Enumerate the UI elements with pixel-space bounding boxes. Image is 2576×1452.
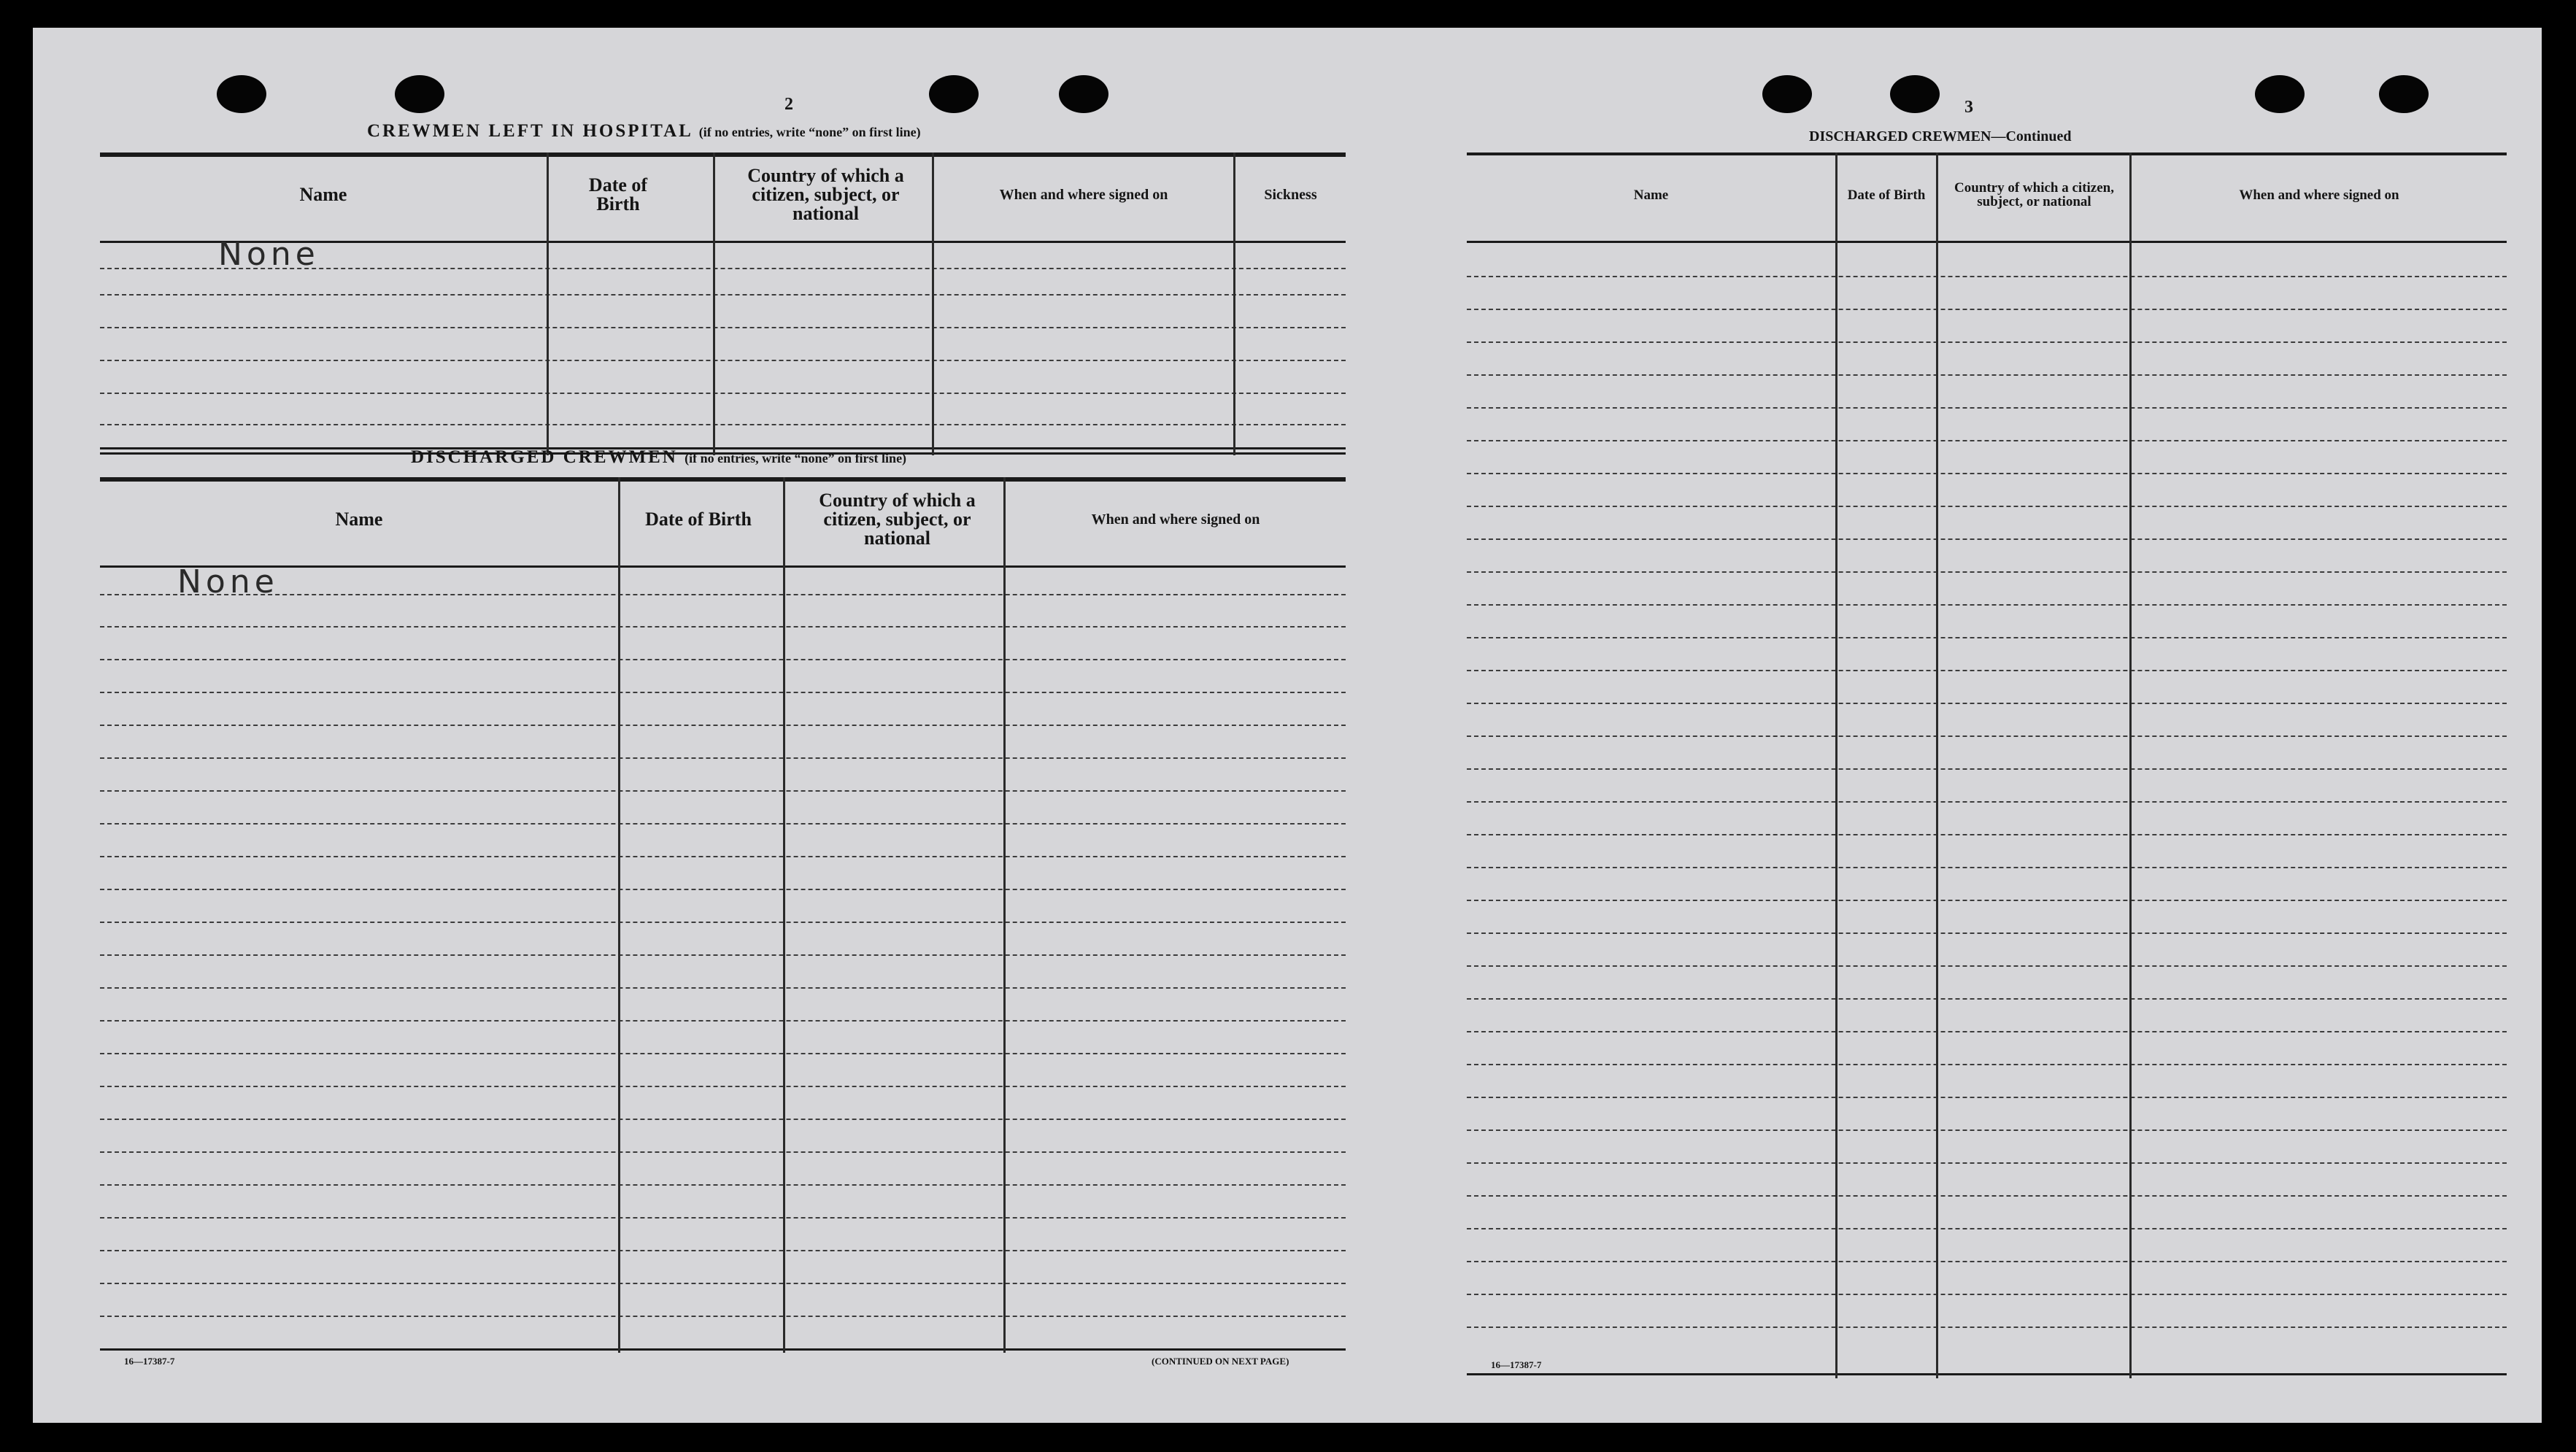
punch-hole <box>2255 75 2305 113</box>
punch-hole <box>929 75 979 113</box>
discharged-col-name: Name <box>335 509 383 530</box>
hospital-col-sickness: Sickness <box>1264 187 1317 203</box>
discharged-section-title <box>411 447 906 468</box>
discharged-table <box>100 477 1346 1375</box>
punch-hole <box>395 75 444 113</box>
discharged-entry-none: None <box>177 563 279 601</box>
hospital-col-dob: Date of Birth <box>588 174 648 215</box>
hospital-entry-none: None <box>218 236 320 273</box>
discharged-continued-title: DISCHARGED CREWMEN—Continued <box>1809 128 2072 144</box>
continued-note: (CONTINUED ON NEXT PAGE) <box>1152 1356 1289 1367</box>
discharged-title-note: (if no entries, write “none” on first line) <box>685 451 907 466</box>
continued-col-country: Country of which a citizen, subject, or national <box>1954 180 2114 209</box>
discharged-title-text: DISCHARGED CREWMEN <box>411 447 678 467</box>
page-number-right: 3 <box>1964 98 1973 117</box>
discharged-col-country: Country of which a citizen, subject, or national <box>819 490 976 549</box>
hospital-title-note: (if no entries, write “none” on first line) <box>698 125 921 139</box>
punch-hole <box>1762 75 1812 113</box>
form-number-left: 16—17387-7 <box>124 1356 175 1367</box>
hospital-col-country: Country of which a citizen, subject, or national <box>747 165 904 224</box>
punch-hole <box>2379 75 2429 113</box>
punch-hole <box>1890 75 1940 113</box>
discharged-col-dob: Date of Birth <box>645 509 752 530</box>
punch-hole <box>217 75 266 113</box>
continued-col-dob: Date of Birth <box>1847 187 1926 203</box>
hospital-section-title <box>367 121 921 142</box>
discharged-col-signed-on: When and where signed on <box>1091 511 1260 528</box>
discharged-continued-table <box>1467 152 2507 1387</box>
continued-col-signed-on: When and where signed on <box>2239 187 2399 203</box>
hospital-table <box>100 152 1346 455</box>
hospital-col-name: Name <box>299 184 347 205</box>
hospital-title-text: CREWMEN LEFT IN HOSPITAL <box>367 121 693 141</box>
form-number-right: 16—17387-7 <box>1491 1359 1542 1370</box>
punch-hole <box>1059 75 1108 113</box>
page-number-left: 2 <box>784 95 793 114</box>
document-sheet <box>33 28 2542 1423</box>
continued-col-name: Name <box>1633 187 1669 203</box>
hospital-col-signed-on: When and where signed on <box>999 187 1168 203</box>
